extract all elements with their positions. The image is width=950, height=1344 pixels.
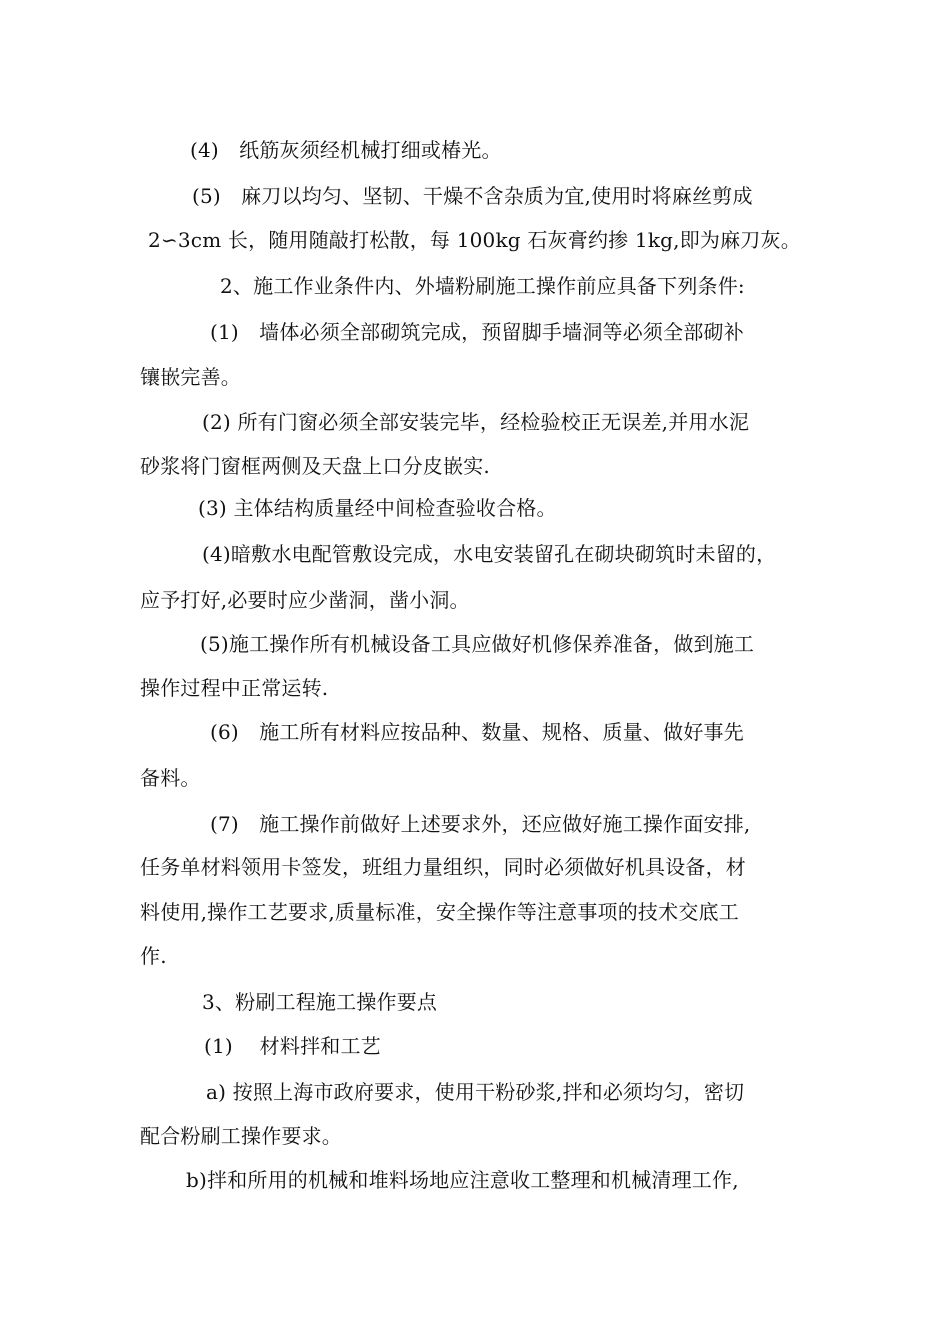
text-line: (4)暗敷水电配管敷设完成，水电安装留孔在砌块砌筑时未留的， <box>202 542 777 566</box>
text-line: a) 按照上海市政府要求，使用干粉砂浆,拌和必须均匀，密切 <box>206 1080 745 1104</box>
text-line: 作. <box>140 944 167 968</box>
text-line: 砂浆将门窗框两侧及天盘上口分皮嵌实. <box>140 454 490 478</box>
text-line: (5) 麻刀以均匀、坚韧、干燥不含杂质为宜,使用时将麻丝剪成 <box>192 184 753 208</box>
text-line: 2、施工作业条件内、外墙粉刷施工操作前应具备下列条件: <box>220 274 745 298</box>
text-line: 配合粉刷工操作要求。 <box>140 1124 342 1148</box>
text-line: (7) 施工操作前做好上述要求外，还应做好施工操作面安排, <box>210 812 751 836</box>
text-line: 任务单材料领用卡签发，班组力量组织，同时必须做好机具设备，材 <box>140 855 746 879</box>
text-line: 料使用,操作工艺要求,质量标准，安全操作等注意事项的技术交底工 <box>140 900 739 924</box>
text-line: (4) 纸筋灰须经机械打细或椿光。 <box>190 138 502 162</box>
text-line: 操作过程中正常运转. <box>140 676 329 700</box>
text-line: 镶嵌完善。 <box>140 365 241 389</box>
text-line: (1) 墙体必须全部砌筑完成，预留脚手墙洞等必须全部砌补 <box>210 320 744 344</box>
text-line: 应予打好,必要时应少凿洞，凿小洞。 <box>140 588 470 612</box>
text-line: (6) 施工所有材料应按品种、数量、规格、质量、做好事先 <box>210 720 744 744</box>
text-line: (1) 材料拌和工艺 <box>204 1034 381 1058</box>
text-line: 3、粉刷工程施工操作要点 <box>202 990 438 1014</box>
text-line: (5)施工操作所有机械设备工具应做好机修保养准备，做到施工 <box>200 632 755 656</box>
text-line: 备料。 <box>140 766 201 790</box>
text-line: b)拌和所用的机械和堆料场地应注意收工整理和机械清理工作, <box>186 1168 739 1192</box>
text-line: 2∽3cm 长，随用随敲打松散，每 100kg 石灰膏约掺 1kg,即为麻刀灰。 <box>148 228 801 252</box>
text-line: (2) 所有门窗必须全部安装完毕，经检验校正无误差,并用水泥 <box>202 410 750 434</box>
text-line: (3) 主体结构质量经中间检查验收合格。 <box>198 496 557 520</box>
